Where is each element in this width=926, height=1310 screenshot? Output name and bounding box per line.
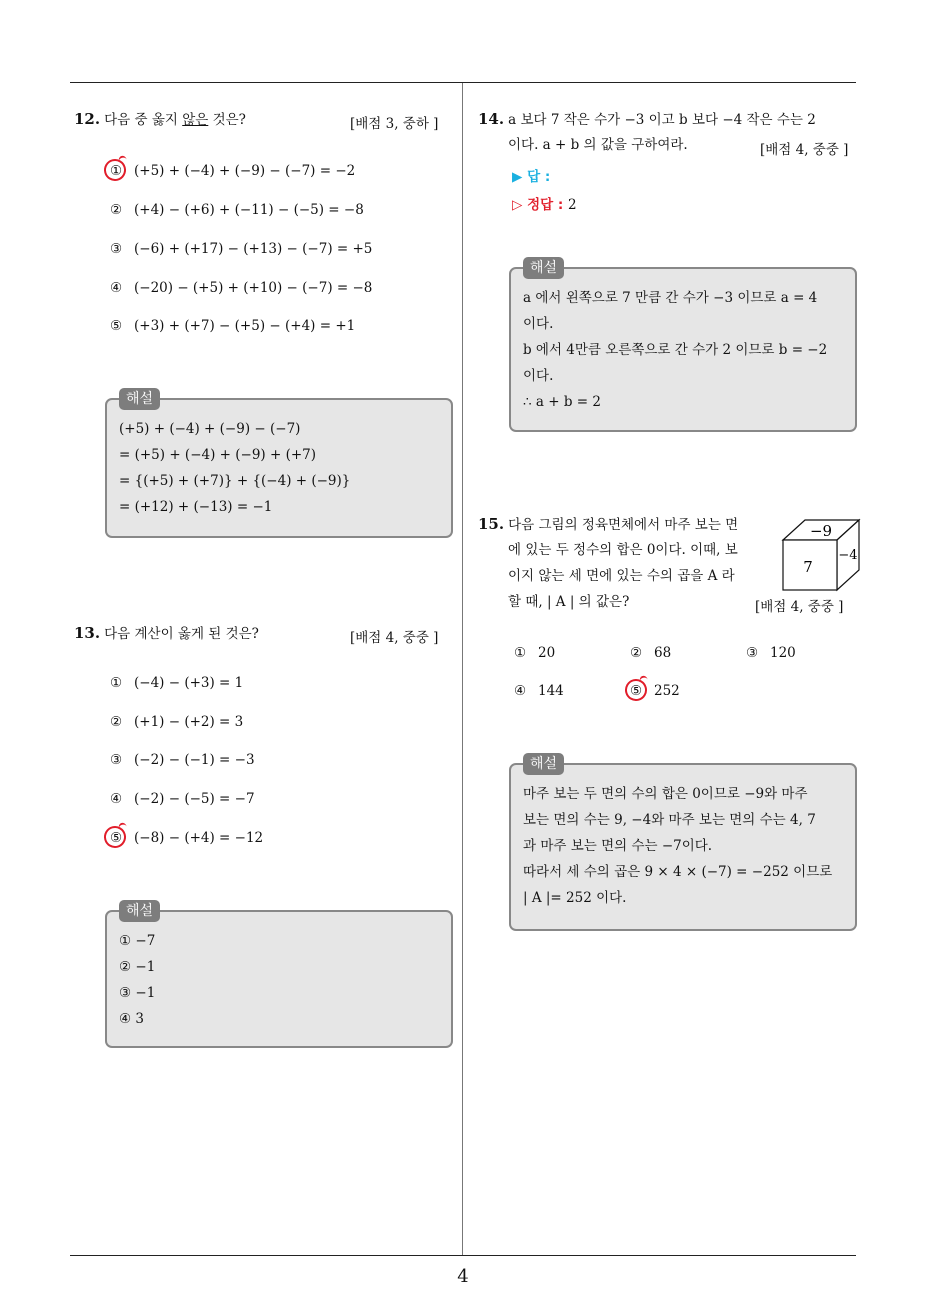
q15-choice-4-num: ④ bbox=[514, 683, 527, 699]
q12-choice-1-num: ① bbox=[110, 163, 123, 179]
q15-line-1: 다음 그림의 정육면체에서 마주 보는 면 bbox=[508, 517, 739, 533]
cube-front-number: 7 bbox=[803, 558, 813, 576]
q14-explanation-line-1: a 에서 왼쪽으로 7 만큼 간 수가 −3 이므로 a = 4 bbox=[523, 290, 818, 306]
q12-explanation-box bbox=[105, 391, 453, 538]
q14-explanation-line-2: 이다. bbox=[523, 316, 554, 332]
q13-choice-4-text: (−2) − (−5) = −7 bbox=[134, 791, 255, 807]
q14-explanation-line-4: 이다. bbox=[523, 368, 554, 384]
q15-explanation-line-3: 과 마주 보는 면의 수는 −7이다. bbox=[523, 838, 713, 854]
bottom-rule bbox=[70, 1255, 856, 1256]
q15-choice-3-text: 120 bbox=[770, 645, 796, 661]
q13-explanation-line-2: ② −1 bbox=[119, 959, 156, 975]
q12-explanation-line-3: = {(+5) + (+7)} + {(−4) + (−9)} bbox=[119, 473, 351, 489]
q14-line-1: a 보다 7 작은 수가 −3 이고 b 보다 −4 작은 수는 2 bbox=[508, 112, 816, 128]
q14-correct-label: ▷ 정답 : bbox=[512, 197, 564, 213]
q12-choice-5[interactable] bbox=[110, 316, 355, 336]
q13-choice-2[interactable] bbox=[110, 712, 243, 732]
q14-meta: [배점 4, 중중 ] bbox=[760, 142, 849, 158]
q13-choice-3[interactable] bbox=[110, 750, 255, 770]
q12-choice-3[interactable] bbox=[110, 239, 372, 259]
q12-choice-4-text: (−20) − (+5) + (+10) − (−7) = −8 bbox=[134, 280, 373, 296]
q12-prompt-underlined: 않은 bbox=[182, 112, 209, 128]
q15-choice-5-num: ⑤ bbox=[630, 683, 643, 699]
top-rule bbox=[70, 82, 856, 83]
q15-choice-2[interactable] bbox=[630, 643, 671, 663]
q13-choice-4[interactable] bbox=[110, 789, 255, 809]
q15-choice-1-num: ① bbox=[514, 645, 527, 661]
q15-choice-1[interactable] bbox=[514, 643, 555, 663]
q13-explanation-tag: 해설 bbox=[119, 900, 160, 922]
q15-explanation-line-5: | A |= 252 이다. bbox=[523, 890, 627, 906]
q12-number: 12. bbox=[74, 110, 101, 128]
cube-top-number: −9 bbox=[809, 522, 833, 540]
q12-prompt-after: 것은? bbox=[208, 112, 246, 128]
q13-explanation-box bbox=[105, 903, 453, 1048]
q12-choice-5-num: ⑤ bbox=[110, 318, 123, 334]
q15-choice-3-num: ③ bbox=[746, 645, 759, 661]
q14-correct-value: 2 bbox=[567, 197, 577, 213]
q14-explanation-line-3: b 에서 4만큼 오른쪽으로 간 수가 2 이므로 b = −2 bbox=[523, 342, 828, 358]
q12-choice-3-num: ③ bbox=[110, 241, 123, 257]
q12-choice-2-text: (+4) − (+6) + (−11) − (−5) = −8 bbox=[134, 202, 364, 218]
q13-explanation-line-4: ④ 3 bbox=[119, 1011, 144, 1027]
q13-choice-5-num: ⑤ bbox=[110, 830, 123, 846]
q15-line-4: 할 때, | A | 의 값은? bbox=[508, 594, 630, 610]
q15-choice-1-text: 20 bbox=[538, 645, 556, 661]
q12-explanation-tag: 해설 bbox=[119, 388, 160, 410]
q14-line-2: 이다. a + b 의 값을 구하여라. bbox=[508, 137, 688, 153]
q12-header bbox=[74, 106, 246, 133]
q12-choice-2-num: ② bbox=[110, 202, 123, 218]
q12-choice-1-text: (+5) + (−4) + (−9) − (−7) = −2 bbox=[134, 163, 356, 179]
q13-choice-2-text: (+1) − (+2) = 3 bbox=[134, 714, 244, 730]
q14-answer-label: ▶ 답 : bbox=[512, 169, 551, 185]
q12-prompt-before: 다음 중 옳지 bbox=[104, 112, 183, 128]
q15-explanation-line-4: 따라서 세 수의 곱은 9 × 4 × (−7) = −252 이므로 bbox=[523, 864, 833, 880]
q15-choice-5-text: 252 bbox=[654, 683, 680, 699]
q15-choice-4[interactable] bbox=[514, 681, 564, 701]
column-divider bbox=[462, 83, 463, 1255]
q15-explanation-box bbox=[509, 756, 857, 931]
q12-explanation-line-2: = (+5) + (−4) + (−9) + (+7) bbox=[119, 447, 317, 463]
q12-choice-1[interactable] bbox=[110, 161, 355, 181]
q15-meta: [배점 4, 중중 ] bbox=[755, 599, 844, 615]
q14-number: 14. bbox=[478, 110, 505, 128]
q13-choice-2-num: ② bbox=[110, 714, 123, 730]
q13-choice-1-num: ① bbox=[110, 675, 123, 691]
cube-figure bbox=[775, 512, 865, 592]
q14-explanation-tag: 해설 bbox=[523, 257, 564, 279]
q15-choice-3[interactable] bbox=[746, 643, 796, 663]
q13-choice-3-num: ③ bbox=[110, 752, 123, 768]
q13-choice-1-text: (−4) − (+3) = 1 bbox=[134, 675, 244, 691]
q15-line-3: 이지 않는 세 면에 있는 수의 곱을 A 라 bbox=[508, 568, 735, 584]
q12-choice-4[interactable] bbox=[110, 278, 372, 298]
q15-explanation-tag: 해설 bbox=[523, 753, 564, 775]
q15-explanation-line-1: 마주 보는 두 면의 수의 합은 0이므로 −9와 마주 bbox=[523, 786, 808, 802]
q14-correct-row bbox=[512, 193, 577, 213]
q13-choice-3-text: (−2) − (−1) = −3 bbox=[134, 752, 255, 768]
q15-explanation-line-2: 보는 면의 수는 9, −4와 마주 보는 면의 수는 4, 7 bbox=[523, 812, 816, 828]
page-number: 4 bbox=[457, 1266, 469, 1287]
q13-choice-1[interactable] bbox=[110, 673, 243, 693]
q12-explanation-line-4: = (+12) + (−13) = −1 bbox=[119, 499, 273, 515]
q13-prompt: 다음 계산이 옳게 된 것은? bbox=[104, 626, 259, 642]
q13-number: 13. bbox=[74, 624, 101, 642]
q12-choice-2[interactable] bbox=[110, 200, 364, 220]
q14-answer-row[interactable] bbox=[512, 165, 550, 185]
q12-explanation-line-1: (+5) + (−4) + (−9) − (−7) bbox=[119, 421, 301, 437]
q14-explanation-line-5: ∴ a + b = 2 bbox=[523, 394, 601, 410]
q15-header bbox=[478, 511, 738, 538]
q15-number: 15. bbox=[478, 515, 505, 533]
q15-choice-2-num: ② bbox=[630, 645, 643, 661]
q12-meta: [배점 3, 중하 ] bbox=[350, 116, 439, 132]
q14-explanation-box bbox=[509, 260, 857, 432]
q13-explanation-line-1: ① −7 bbox=[119, 933, 156, 949]
q14-header bbox=[478, 106, 816, 133]
q15-choice-4-text: 144 bbox=[538, 683, 564, 699]
q12-choice-5-text: (+3) + (+7) − (+5) − (+4) = +1 bbox=[134, 318, 356, 334]
q15-line-2: 에 있는 두 정수의 합은 0이다. 이때, 보 bbox=[508, 542, 738, 558]
q13-header bbox=[74, 620, 259, 647]
cube-side-number: −4 bbox=[838, 548, 858, 563]
q13-choice-5-text: (−8) − (+4) = −12 bbox=[134, 830, 264, 846]
q12-choice-4-num: ④ bbox=[110, 280, 123, 296]
q13-meta: [배점 4, 중중 ] bbox=[350, 630, 439, 646]
q15-choice-2-text: 68 bbox=[654, 645, 672, 661]
q12-choice-3-text: (−6) + (+17) − (+13) − (−7) = +5 bbox=[134, 241, 373, 257]
q13-choice-5[interactable] bbox=[110, 828, 263, 848]
q13-explanation-line-3: ③ −1 bbox=[119, 985, 156, 1001]
q13-choice-4-num: ④ bbox=[110, 791, 123, 807]
